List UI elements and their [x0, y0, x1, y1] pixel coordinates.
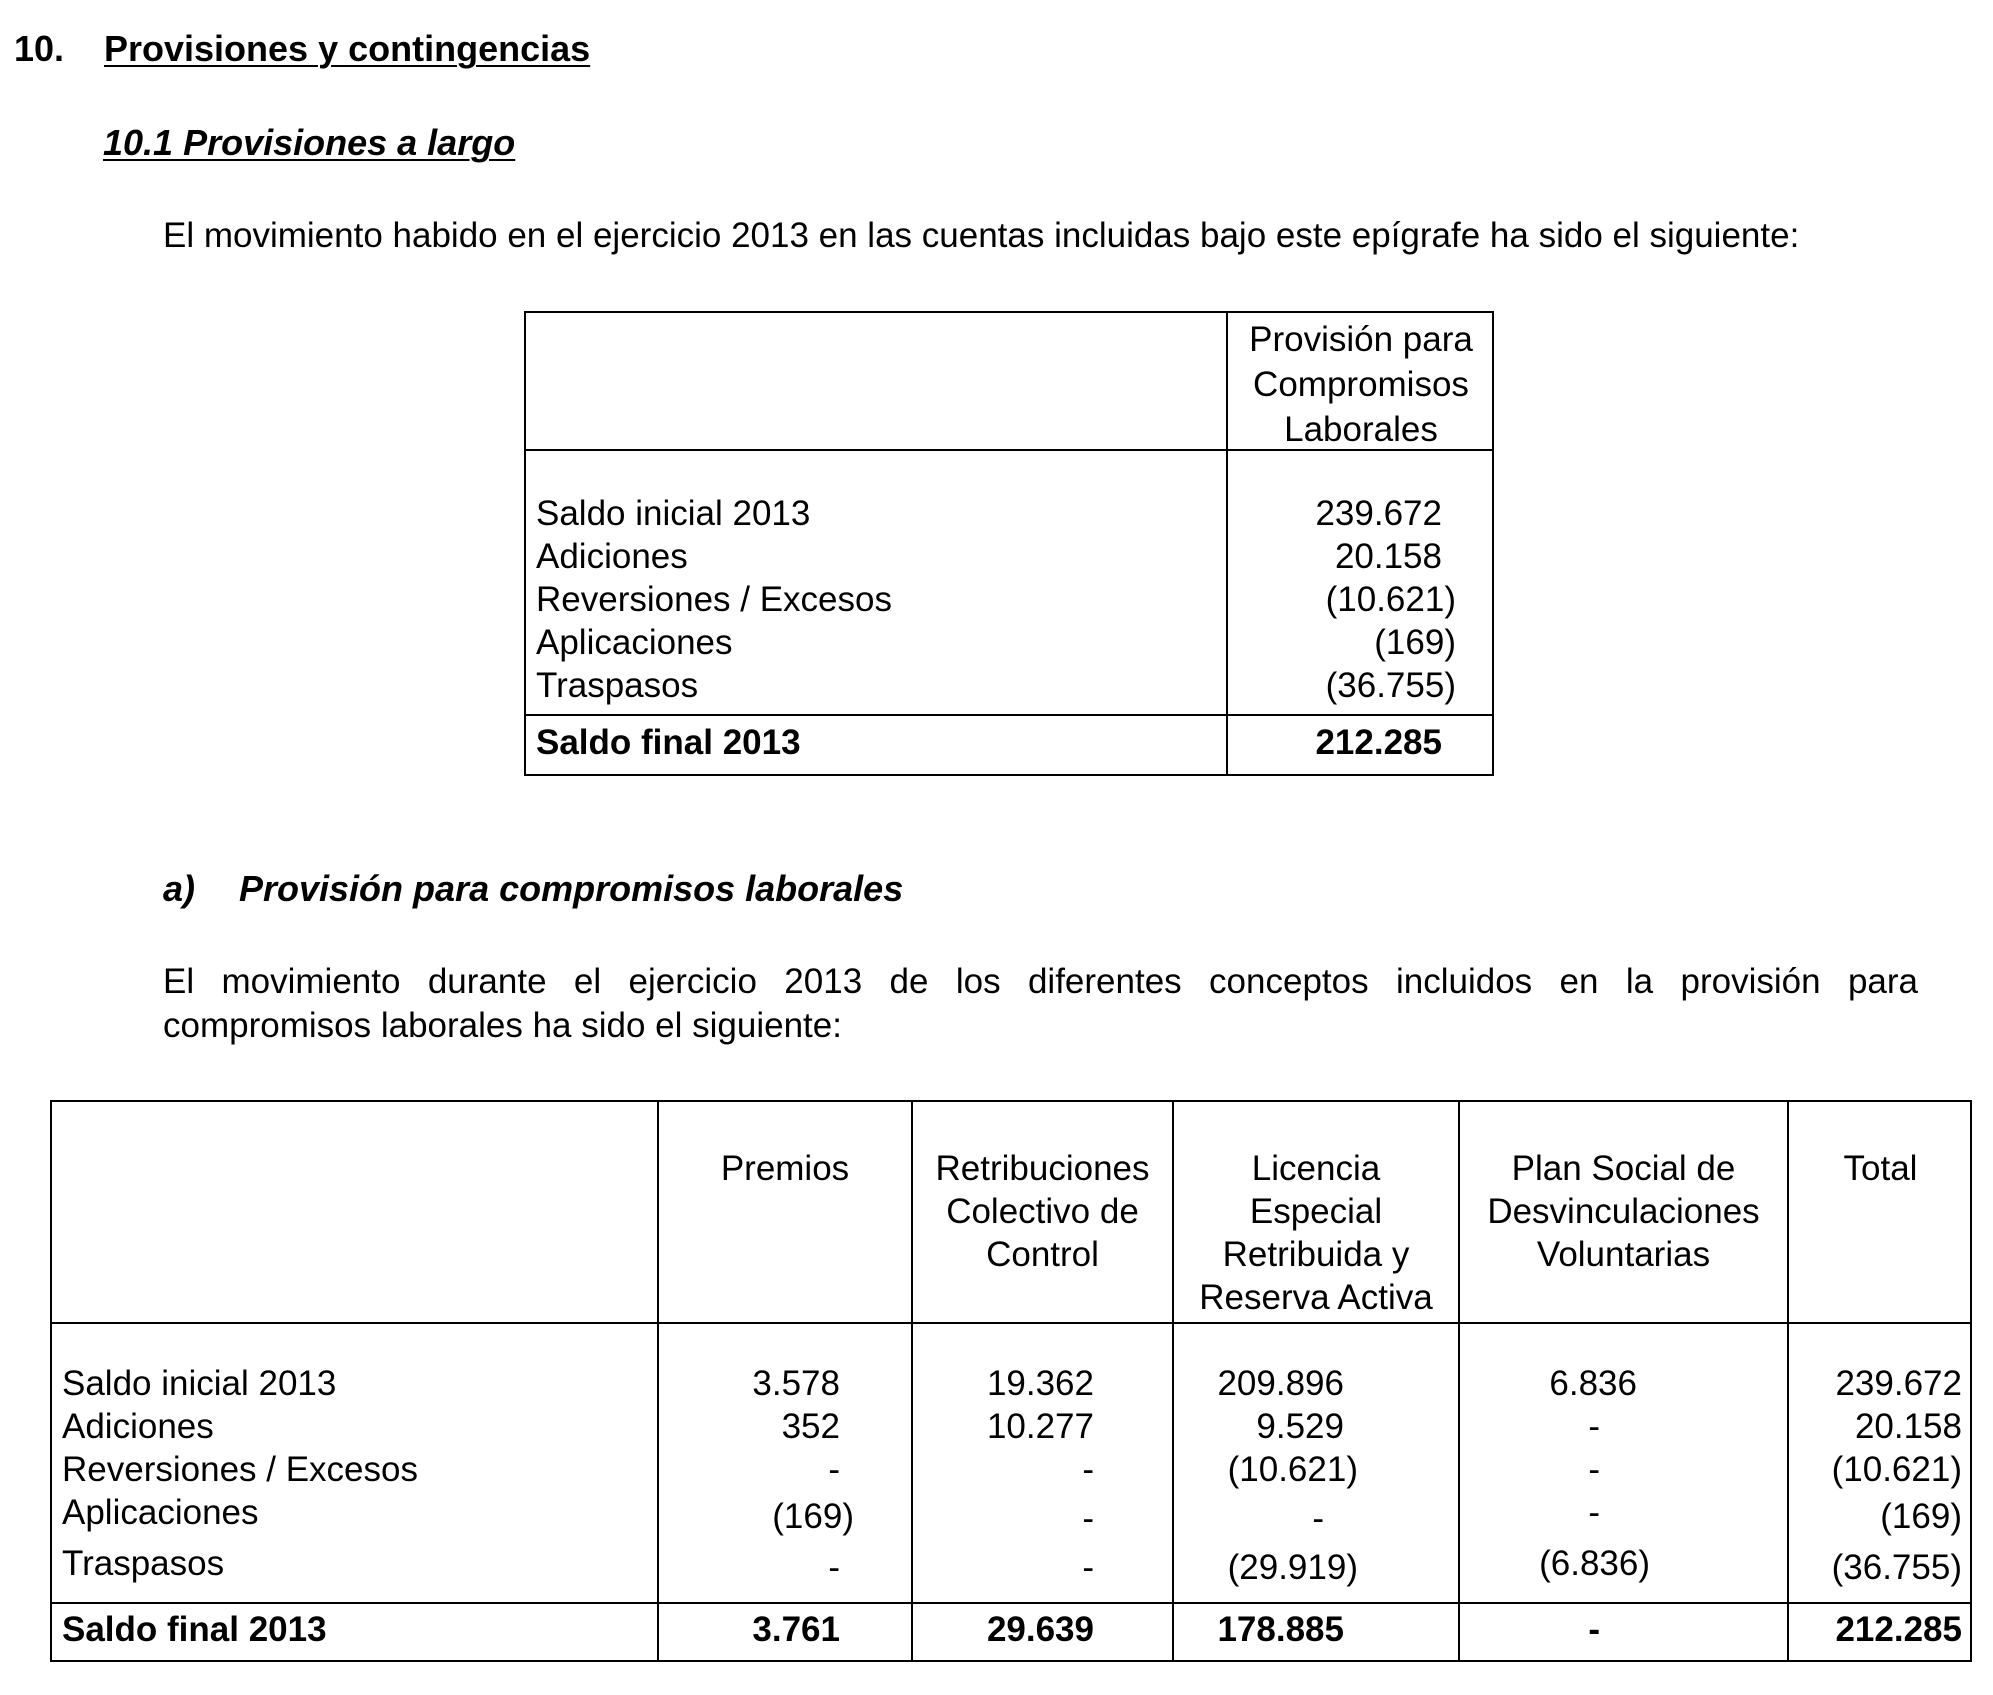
table1-row-label: Adiciones	[536, 537, 688, 576]
table1-row-label: Saldo inicial 2013	[536, 494, 811, 533]
subsection-a-letter: a)	[163, 868, 196, 909]
table2-column-header-licencia	[1174, 1147, 1458, 1319]
intro-paragraph-2-line-2: compromisos laborales ha sido el siguiente:	[163, 1006, 842, 1045]
table1-row-label: Reversiones / Excesos	[536, 580, 892, 619]
table1-total-label: Saldo final 2013	[536, 723, 801, 762]
table1-header-line: Laborales	[1284, 410, 1438, 449]
table2-cell: 9.529	[1256, 1407, 1344, 1446]
subsection-a-title: Provisión para compromisos laborales	[239, 868, 904, 909]
table2-cell: 10.277	[986, 1407, 1094, 1446]
table2-total-cell: -	[1588, 1610, 1600, 1649]
table2-total-cell: 3.761	[752, 1610, 840, 1649]
labor-commitments-table	[50, 1100, 1972, 1662]
table1-header-line: Compromisos	[1253, 365, 1469, 404]
table1-row-value: (36.755)	[1325, 666, 1456, 705]
table2-header-line: Voluntarias	[1536, 1235, 1711, 1274]
table2-row-label: Reversiones / Excesos	[62, 1450, 418, 1489]
table2-total-cell: 29.639	[986, 1610, 1094, 1649]
table1-row-value: 20.158	[1334, 537, 1442, 576]
table2-cell: 352	[781, 1407, 840, 1446]
table2-cell: -	[1588, 1407, 1600, 1446]
table2-header-line: Colectivo de	[946, 1192, 1139, 1231]
intro-paragraph-1: El movimiento habido en el ejercicio 2013 en las cuentas incluidas bajo este epígrafe ha sido el siguiente:	[163, 216, 1800, 255]
table2-cell: -	[1082, 1499, 1094, 1538]
section-title: Provisiones y contingencias	[104, 28, 591, 69]
table2-cell: -	[1312, 1499, 1324, 1538]
table1-column-header	[1228, 317, 1494, 452]
table2-cell: (169)	[772, 1497, 854, 1536]
section-heading	[14, 28, 590, 70]
table2-header-line: Desvinculaciones	[1487, 1192, 1760, 1231]
table2-cell: (10.621)	[1831, 1450, 1962, 1489]
table1-total-divider	[526, 714, 1492, 716]
table2-cell: -	[1588, 1450, 1600, 1489]
table1-header-line: Provisión para	[1249, 320, 1473, 359]
table2-cell: 209.896	[1217, 1364, 1344, 1403]
table2-cell: -	[1588, 1493, 1600, 1532]
table2-cell: 239.672	[1835, 1364, 1962, 1403]
table2-header-line: Control	[986, 1235, 1099, 1274]
table2-row-label: Adiciones	[62, 1407, 214, 1446]
table2-total-cell: 178.885	[1217, 1610, 1344, 1649]
table2-cell: -	[1082, 1548, 1094, 1587]
table2-header-line: Licencia	[1251, 1149, 1381, 1188]
table2-header-divider	[52, 1322, 1970, 1324]
table2-cell: (10.621)	[1227, 1450, 1358, 1489]
table2-cell: (29.919)	[1227, 1548, 1358, 1587]
table2-total-divider	[52, 1602, 1970, 1604]
provisions-summary-table	[524, 311, 1494, 776]
table2-header-line: Especial	[1249, 1192, 1383, 1231]
intro-paragraph-2-line-1: El movimiento durante el ejercicio 2013 de los diferentes conceptos incluidos en la provisión para	[163, 962, 1918, 1001]
table2-cell: -	[828, 1450, 840, 1489]
intro-paragraph-2	[163, 960, 1918, 1048]
table2-cell: (169)	[1880, 1497, 1962, 1536]
subsection-a-heading	[163, 868, 903, 910]
table2-cell: 20.158	[1854, 1407, 1962, 1446]
table2-cell: (6.836)	[1539, 1544, 1650, 1583]
table2-header-line: Premios	[720, 1149, 850, 1188]
table2-cell: -	[1082, 1450, 1094, 1489]
section-number: 10.	[14, 28, 65, 69]
table2-cell: 19.362	[986, 1364, 1094, 1403]
table2-total-cell: 212.285	[1835, 1610, 1962, 1649]
table1-row-value: (169)	[1374, 623, 1456, 662]
table2-header-line: Retribuida y	[1222, 1235, 1410, 1274]
table2-column-header-total	[1789, 1147, 1972, 1190]
table2-header-line: Plan Social de	[1511, 1149, 1736, 1188]
table2-column-header-plan-social	[1460, 1147, 1787, 1276]
table2-row-label: Aplicaciones	[62, 1493, 259, 1532]
table2-row-label: Traspasos	[62, 1544, 225, 1583]
table2-column-header-retribuciones	[913, 1147, 1172, 1276]
table2-header-line: Total	[1843, 1149, 1918, 1188]
table1-total-value: 212.285	[1315, 723, 1442, 762]
table1-row-value: 239.672	[1315, 494, 1442, 533]
table2-header-line: Reserva Activa	[1199, 1278, 1433, 1317]
table1-row-label: Traspasos	[536, 666, 699, 705]
table2-cell: (36.755)	[1831, 1548, 1962, 1587]
table2-row-label: Saldo inicial 2013	[62, 1364, 337, 1403]
table2-cell: -	[828, 1548, 840, 1587]
table2-cell: 3.578	[752, 1364, 840, 1403]
table1-row-label: Aplicaciones	[536, 623, 733, 662]
table1-row-value: (10.621)	[1325, 580, 1456, 619]
subsection-heading: 10.1 Provisiones a largo	[103, 122, 516, 163]
table2-total-label: Saldo final 2013	[62, 1610, 327, 1649]
table2-column-header-premios	[659, 1147, 911, 1190]
table2-cell: 6.836	[1549, 1364, 1637, 1403]
table2-header-line: Retribuciones	[935, 1149, 1150, 1188]
